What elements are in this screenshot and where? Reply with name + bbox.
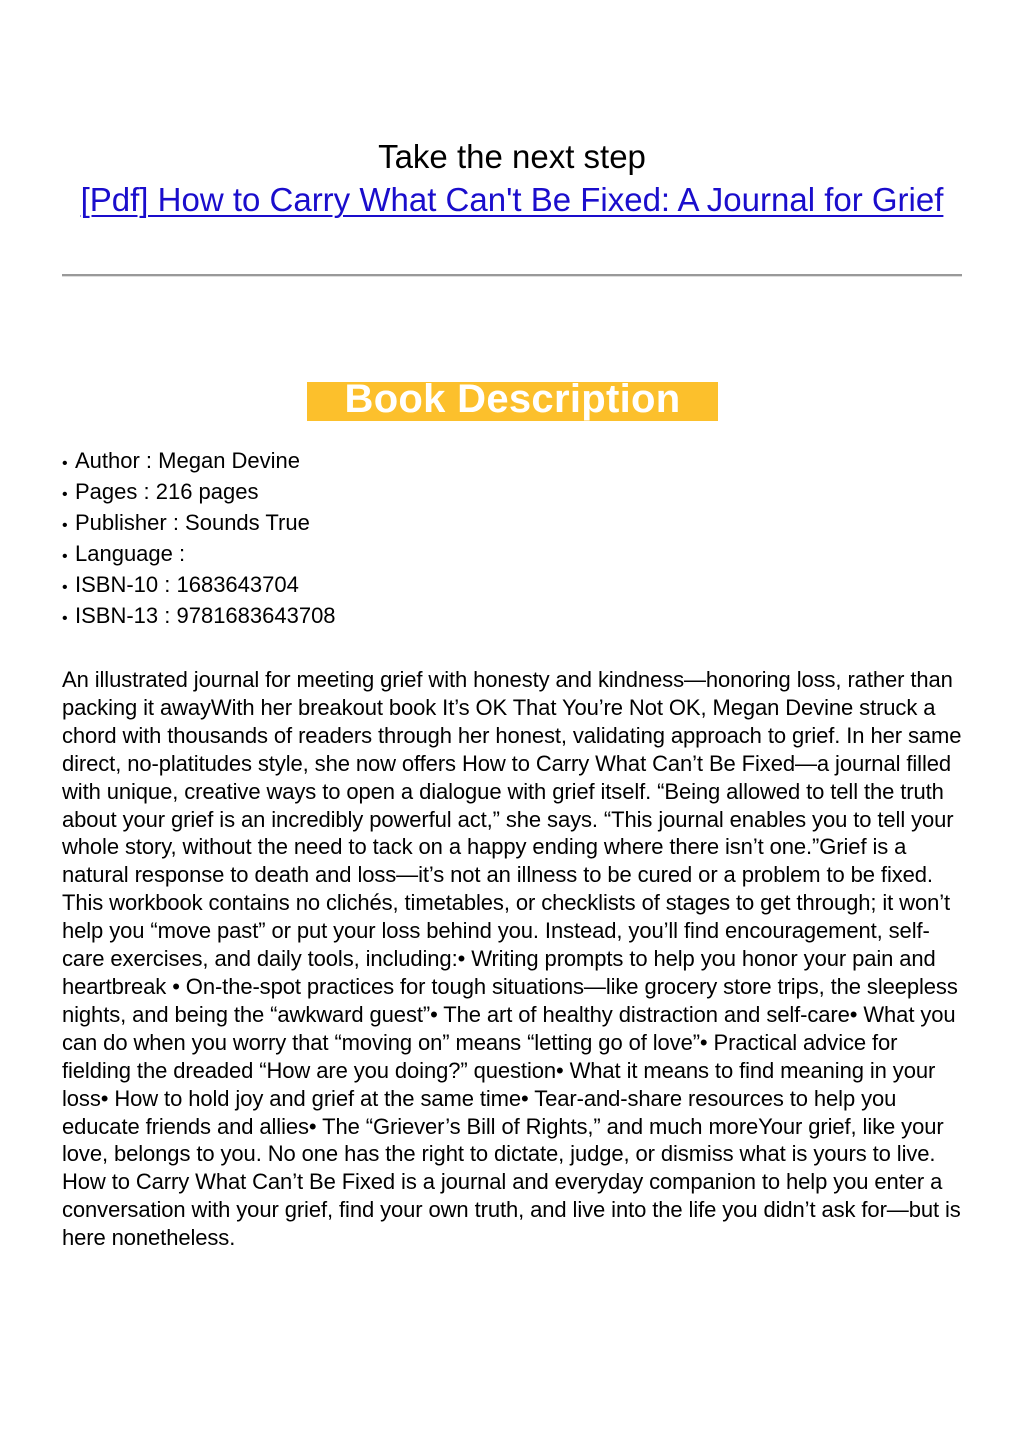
detail-label: ISBN-10 : 1683643704 xyxy=(75,572,299,597)
detail-item-publisher xyxy=(62,509,336,540)
header-divider xyxy=(62,274,962,277)
bullet-icon: • xyxy=(62,579,68,596)
detail-label: Language : xyxy=(75,541,186,566)
book-download-link[interactable]: [Pdf] How to Carry What Can't Be Fixed: A Journal for Grief xyxy=(80,181,944,218)
detail-label: Pages : 216 pages xyxy=(75,479,259,504)
detail-label: Author : Megan Devine xyxy=(75,448,301,473)
detail-label: ISBN-13 : 9781683643708 xyxy=(75,603,336,628)
section-badge: Book Description xyxy=(307,382,718,421)
detail-item-author xyxy=(62,447,336,478)
header-intro: Take the next step xyxy=(378,138,646,175)
book-details-list xyxy=(62,447,336,633)
detail-item-isbn13 xyxy=(62,602,336,633)
book-description-text: An illustrated journal for meeting grief with honesty and kindness—honoring loss, rather than packing it awayWith her breakout book It’s OK That You’re Not OK, Megan Devine struck a chord with thousands of readers through her honest, validating approach to grief. In her same direct, no-platitudes style, she now offers How to Carry What Can’t Be Fixed—a journal filled with unique, creative ways to open a dialogue with grief itself. “Being allowed to tell the truth about your grief is an incredibly powerful act,” she says. “This journal enables you to tell your whole story, without the need to tack on a happy ending where there isn’t one.”Grief is a natural response to death and loss—it’s not an illness to be cured or a problem to be fixed. This workbook contains no clichés, timetables, or checklists of stages to get through; it won’t help you “move past” or put your loss behind you. Instead, you’ll find encouragement, self-care exercises, and daily tools, including:• Writing prompts to help you honor your pain and heartbreak • On-the-spot practices for tough situations—like grocery store trips, the sleepless nights, and being the “awkward guest”• The art of healthy distraction and self-care• What you can do when you worry that “moving on” means “letting go of love”• Practical advice for fielding the dreaded “How are you doing?” question• What it means to find meaning in your loss• How to hold joy and grief at the same time• Tear-and-share resources to help you educate friends and allies• The “Griever’s Bill of Rights,” and much moreYour grief, like your love, belongs to you. No one has the right to dictate, judge, or dismiss what is yours to live. How to Carry What Can’t Be Fixed is a journal and everyday companion to help you enter a conversation with your grief, find your own truth, and live into the life you didn’t ask for—but is here nonetheless. xyxy=(62,667,962,1251)
bullet-icon: • xyxy=(62,610,68,627)
bullet-icon: • xyxy=(62,455,68,472)
page-header xyxy=(62,136,962,222)
bullet-icon: • xyxy=(62,548,68,565)
bullet-icon: • xyxy=(62,486,68,503)
detail-label: Publisher : Sounds True xyxy=(75,510,310,535)
detail-item-isbn10 xyxy=(62,571,336,602)
bullet-icon: • xyxy=(62,517,68,534)
detail-item-language xyxy=(62,540,336,571)
detail-item-pages xyxy=(62,478,336,509)
